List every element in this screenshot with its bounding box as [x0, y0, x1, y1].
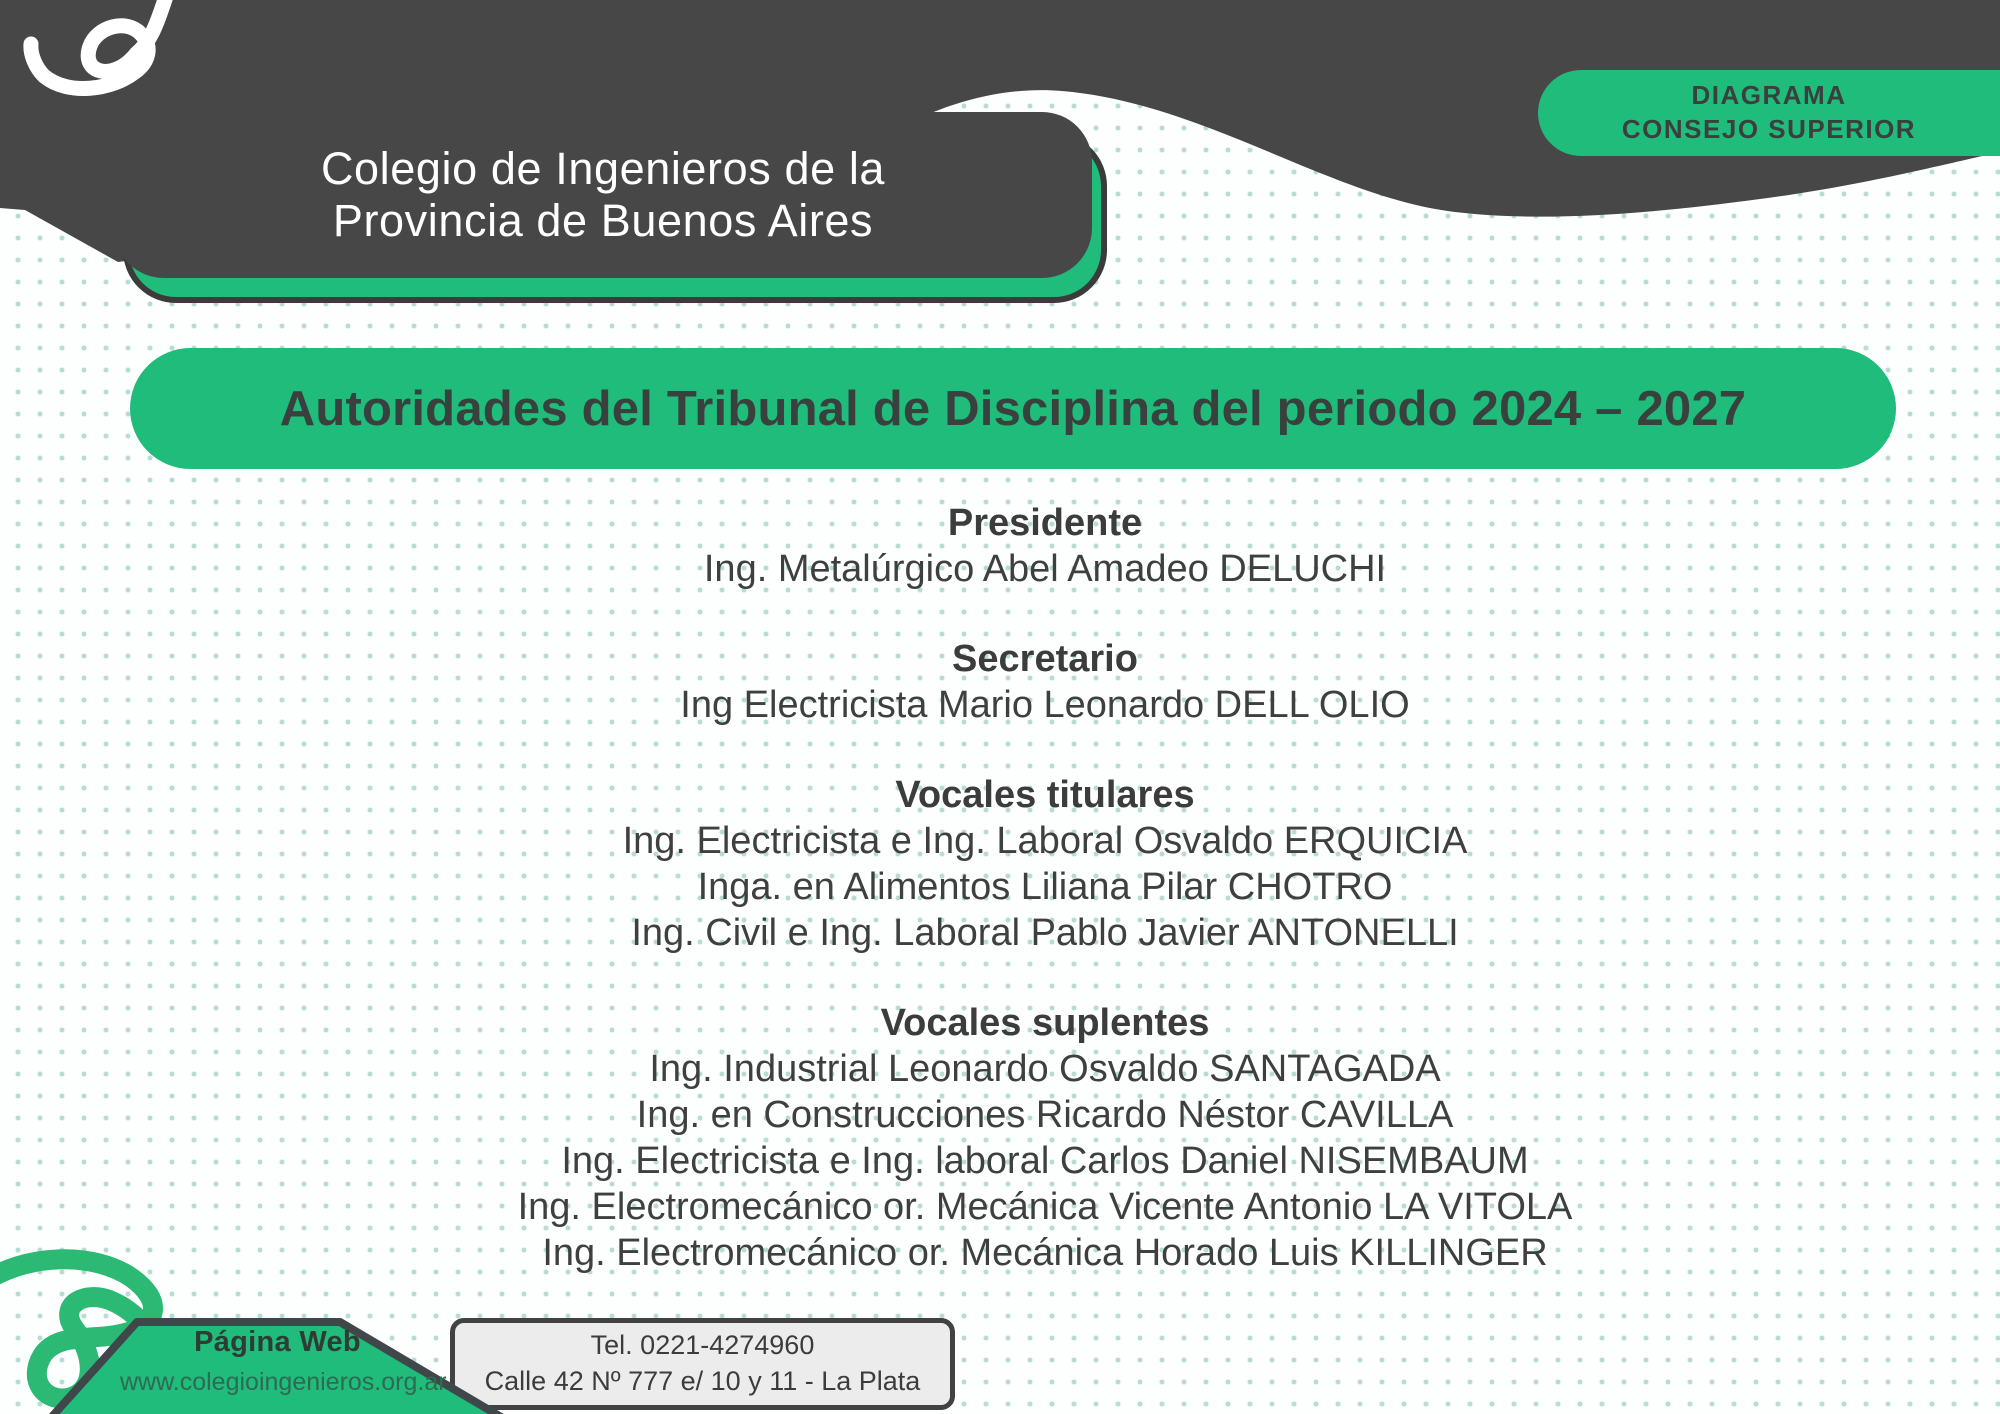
title-banner	[130, 348, 1896, 469]
member-line: Ing Electricista Mario Leonardo DELL OLIO	[680, 684, 1410, 726]
street-address: Calle 42 Nº 777 e/ 10 y 11 - La Plata	[484, 1366, 921, 1396]
member-line: Inga. en Alimentos Liliana Pilar CHOTRO	[697, 866, 1393, 908]
section-heading: Vocales titulares	[895, 774, 1195, 816]
org-name-line2: Provincia de Buenos Aires	[332, 195, 874, 246]
member-line: Ing. Electricista e Ing. Laboral Osvaldo ERQUICIA	[622, 820, 1468, 862]
member-line: Ing. Industrial Leonardo Osvaldo SANTAGADA	[649, 1048, 1441, 1090]
phone-number: Tel. 0221-4274960	[590, 1330, 815, 1361]
section-heading: Secretario	[952, 638, 1138, 680]
org-name-line1: Colegio de Ingenieros de la	[320, 142, 886, 194]
web-tag	[120, 1326, 447, 1397]
member-line: Ing. Metalúrgico Abel Amadeo DELUCHI	[703, 548, 1387, 590]
org-name	[114, 112, 1092, 278]
section-secretario	[80, 636, 2000, 728]
section-presidente	[80, 500, 2000, 592]
member-line: Ing. Electromecánico or. Mecánica Vicente Antonio LA VITOLA	[517, 1186, 1573, 1228]
web-tag-url: www.colegioingenieros.org.ar	[120, 1368, 447, 1396]
badge-line1: DIAGRAMA	[1691, 80, 1847, 111]
member-line: Ing. Civil e Ing. Laboral Pablo Javier ANTONELLI	[631, 912, 1459, 954]
member-line: Ing. Electricista e Ing. laboral Carlos Daniel NISEMBAUM	[561, 1140, 1529, 1182]
member-line: Ing. Electromecánico or. Mecánica Horado Luis KILLINGER	[542, 1232, 1548, 1274]
badge-line2: CONSEJO SUPERIOR	[1621, 114, 1917, 144]
diagram-badge	[1538, 70, 2000, 156]
page-title: Autoridades del Tribunal de Disciplina del periodo 2024 – 2027	[279, 381, 1747, 436]
section-heading: Vocales suplentes	[880, 1002, 1210, 1044]
section-heading: Presidente	[947, 502, 1143, 544]
member-line: Ing. en Construcciones Ricardo Néstor CAVILLA	[636, 1094, 1454, 1136]
authorities-roster	[80, 500, 2000, 1320]
section-vocales-titulares	[80, 772, 2000, 956]
section-vocales-suplentes	[80, 1000, 2000, 1276]
web-tag-label: Página Web	[194, 1326, 361, 1358]
